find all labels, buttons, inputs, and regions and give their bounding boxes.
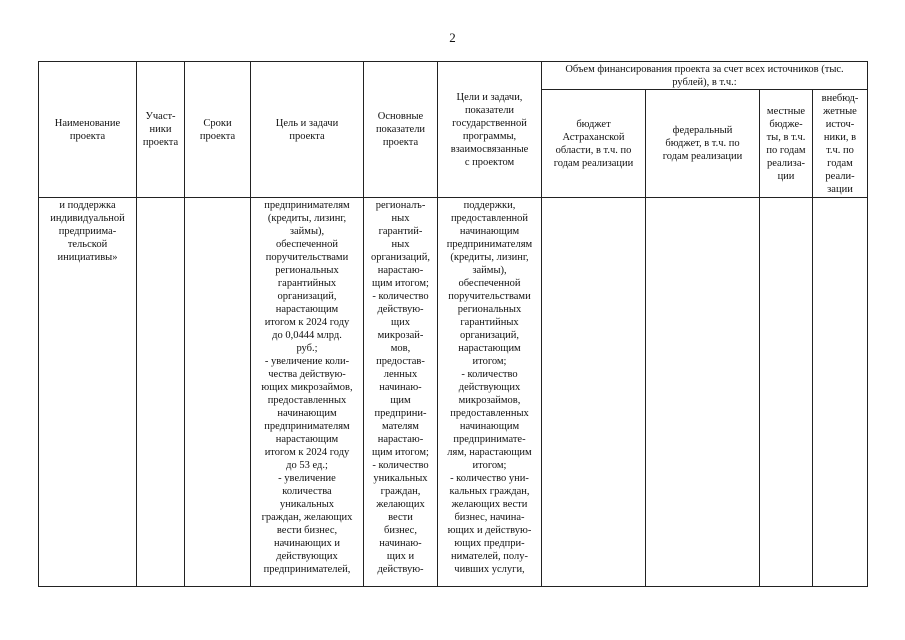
cell-indicators: регионалъ- ных гарантий- ных организаций, нарастаю- щим итогом; - количество действую- щих микрозай- мов, предостав- ленных начинаю- щим предприни- мателям нарастаю- щим итогом; - количество уникальных граждан, желающих вести бизнес, начинаю- щих и действую- xyxy=(364,198,438,587)
header-name: Наименование проекта xyxy=(39,62,137,198)
header-program: Цели и задачи, показатели государственной программы, взаимосвязанные с проектом xyxy=(438,62,542,198)
cell-federal-budget xyxy=(646,198,760,587)
page-number: 2 xyxy=(449,30,456,45)
cell-participants xyxy=(137,198,185,587)
cell-offbudget xyxy=(813,198,868,587)
project-table xyxy=(38,61,868,587)
header-indicators: Основные показатели проекта xyxy=(364,62,438,198)
header-participants: Участ- ники проекта xyxy=(137,62,185,198)
cell-name: и поддержка индивидуальной предприима- тельской инициативы» xyxy=(39,198,137,587)
cell-terms xyxy=(185,198,251,587)
cell-local-budget xyxy=(760,198,813,587)
header-terms: Сроки проекта xyxy=(185,62,251,198)
header-federal-budget: федеральный бюджет, в т.ч. по годам реализации xyxy=(646,90,760,198)
header-financing-title: Объем финансирования проекта за счет всех источников (тыс. рублей), в т.ч.: xyxy=(542,62,868,90)
cell-goal: предпринимателям (кредиты, лизинг, займы), обеспеченной поручительствами региональных гарантийных организаций, нарастающим итогом к 2024 году до 0,0444 млрд. руб.; - увеличение коли- чества действую- ющих микрозаймов, предоставленных начинающим предпринимателям нарастающим итогом к 2024 году до 53 ед.; - увеличение количества уникальных граждан, желающих вести бизнес, начинающих и действующих предпринимателей, xyxy=(251,198,364,587)
cell-regional-budget xyxy=(542,198,646,587)
header-offbudget: внебюд- жетные источ- ники, в т.ч. по годам реали- зации xyxy=(813,90,868,198)
table-row xyxy=(39,198,868,587)
header-local-budget: местные бюдже- ты, в т.ч. по годам реализа- ции xyxy=(760,90,813,198)
header-regional-budget: бюджет Астраханской области, в т.ч. по годам реализации xyxy=(542,90,646,198)
cell-program: поддержки, предоставленной начинающим предпринимателям (кредиты, лизинг, займы), обеспеченной поручительствами региональных гарантийных организаций, нарастающим итогом; - количество действующих микрозаймов, предоставленных начинающим предпринимате- лям, нарастающим итогом; - количество уни- кальных граждан, желающих вести бизнес, начина- ющих и действую- ющих предпри- нимателей, полу- чивших услуги, xyxy=(438,198,542,587)
header-goal: Цель и задачи проекта xyxy=(251,62,364,198)
